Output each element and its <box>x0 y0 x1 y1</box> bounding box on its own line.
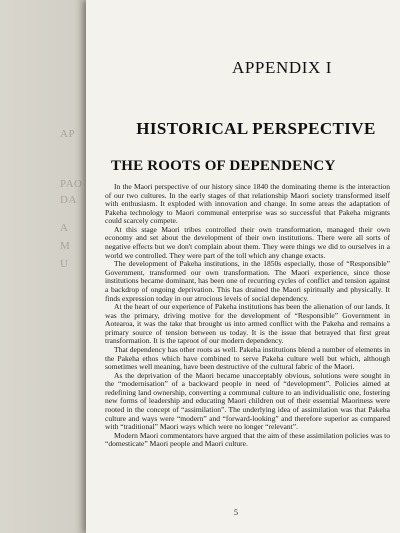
paragraph: That dependency has other roots as well. Pakeha institutions blend a number of elements in the Pakeha ethos which have combined to serve Pakeha culture well but which, although sometimes well meaning, have been destructive of the cultural fabric of the Maori. <box>105 344 390 372</box>
book-page <box>86 0 400 533</box>
paragraph: At this stage Maori tribes controlled their own transformation, managed their own economy and set about the development of their own institutions. There were all sorts of negative effects but we don't complain about them. They were things we did to ourselves in a world we controlled. They were part of the toll which any change exacts. <box>105 224 390 260</box>
appendix-heading: APPENDIX I <box>232 58 332 77</box>
facing-page-fragment: DA <box>60 194 77 206</box>
paragraph: The development of Pakeha institutions, in the 1850s especially, those of “Responsible” Government, transformed our own transformation. The Maori experience, since those institutions became dominant, has been one of recurring cycles of conflict and tension against a backdrop of ongoing deprivation. This has drained the Maori spiritually and physically. It finds expression today in our atrocious levels of social dependency. <box>105 259 390 303</box>
facing-page-fragment: PAO <box>60 178 83 190</box>
paragraph: As the deprivation of the Maori became unacceptably obvious, solutions were sought in the “modernisation” of a backward people in need of “development”. Policies aimed at redefining land ownership, converting a communal culture to an individualistic one, fostering new forms of leadership and educating Maori children out of their essential Maoriness were rooted in the concept of “assimilation”. The underlying idea of assimilation was that Pakeha culture and ways were “modern” and “forward-looking” and therefore superior as compared with “traditional” Maori ways which were no longer “relevant”. <box>105 370 390 432</box>
paragraph: At the heart of our experience of Pakeha institutions has been the alienation of our lands. It was the primary, driving motive for the development of “Responsible” Government in Aotearoa, it was the take that brought us into armed conflict with the Pakeha and remains a primary source of tension between us today. It is the issue that betrayed that first great transformation. It is the taproot of our modern dependency. <box>105 302 390 346</box>
paragraph: In the Maori perspective of our history since 1840 the dominating theme is the interaction of our two cultures. In the early stages of that relationship Maori society transformed itself with enthusiasm. It exploded with innovation and change. In some areas the adaptation of Pakeha technology to Maori communal enterprise was so successful that Pakeha migrants could scarcely compete. <box>105 182 390 226</box>
section-heading: THE ROOTS OF DEPENDENCY <box>111 158 336 174</box>
body-text <box>105 183 390 449</box>
page-number: 5 <box>234 508 238 517</box>
page-title: HISTORICAL PERSPECTIVE <box>136 119 376 138</box>
facing-page-fragment: M <box>60 240 71 252</box>
facing-page <box>0 0 92 533</box>
paragraph: Modern Maori commentators have argued that the aim of these assimilation policies was to “domesticate” Maori people and Maori culture. <box>105 430 390 449</box>
facing-page-fragment: A <box>60 222 69 234</box>
facing-page-fragment: AP <box>60 128 76 140</box>
facing-page-fragment: U <box>60 258 69 270</box>
